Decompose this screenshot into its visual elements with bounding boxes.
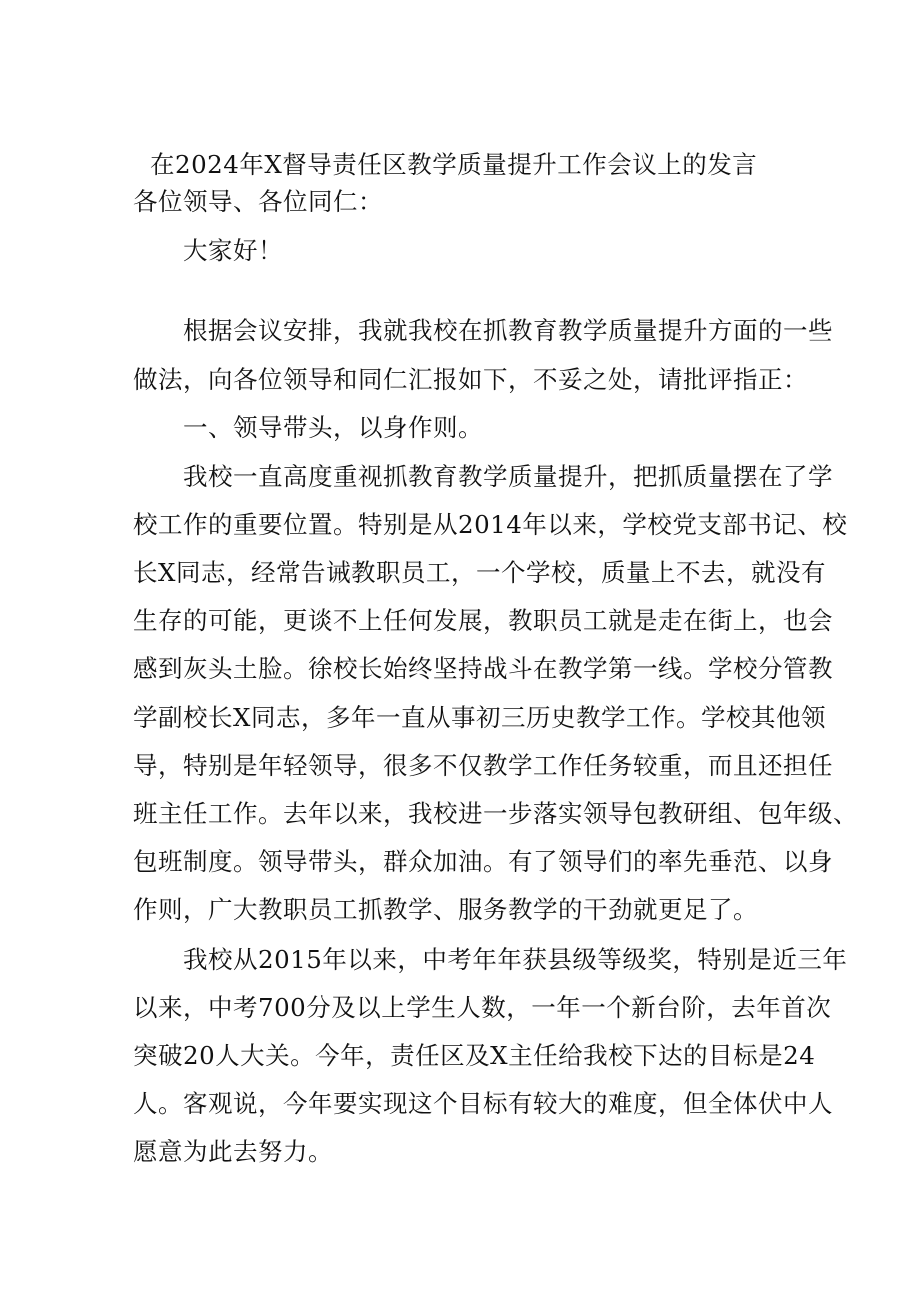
paragraph-2-line-5: 愿意为此去努力。	[133, 1137, 333, 1166]
paragraph-1-line-2: 校工作的重要位置。特别是从2014年以来，学校党支部书记、校	[133, 510, 848, 539]
paragraph-2-line-2: 以来，中考700分及以上学生人数，一年一个新台阶，去年首次	[133, 993, 832, 1022]
paragraph-1-line-10: 作则，广大教职员工抓教学、服务教学的干劲就更足了。	[133, 895, 758, 924]
paragraph-1-line-4: 生存的可能，更谈不上任何发展，教职员工就是走在街上，也会	[133, 606, 833, 635]
paragraph-1-line-3: 长X同志，经常告诫教职员工，一个学校，质量上不去，就没有	[133, 558, 826, 587]
document-title: 在2024年X督导责任区教学质量提升工作会议上的发言	[150, 150, 758, 179]
paragraph-1-line-8: 班主任工作。去年以来，我校进一步落实领导包教研组、包年级、	[133, 799, 858, 828]
paragraph-1-line-5: 感到灰头土脸。徐校长始终坚持战斗在教学第一线。学校分管教	[133, 654, 833, 683]
greeting: 大家好！	[183, 236, 283, 265]
paragraph-2-line-3: 突破20人大关。今年，责任区及X主任给我校下达的目标是24	[133, 1041, 816, 1070]
section-1-heading: 一、领导带头，以身作则。	[183, 413, 483, 442]
salutation: 各位领导、各位同仁：	[133, 187, 383, 216]
intro-line-2: 做法，向各位领导和同仁汇报如下，不妥之处，请批评指正：	[133, 365, 808, 394]
paragraph-1-line-9: 包班制度。领导带头，群众加油。有了领导们的率先垂范、以身	[133, 847, 833, 876]
paragraph-1-line-1: 我校一直高度重视抓教育教学质量提升，把抓质量摆在了学	[183, 462, 833, 491]
paragraph-1-line-7: 导，特别是年轻领导，很多不仅教学工作任务较重，而且还担任	[133, 751, 833, 780]
intro-line-1: 根据会议安排，我就我校在抓教育教学质量提升方面的一些	[183, 316, 833, 345]
paragraph-2-line-4: 人。客观说，今年要实现这个目标有较大的难度，但全体伏中人	[133, 1089, 833, 1118]
paragraph-1-line-6: 学副校长X同志，多年一直从事初三历史教学工作。学校其他领	[133, 703, 826, 732]
paragraph-2-line-1: 我校从2015年以来，中考年年获县级等级奖，特别是近三年	[183, 945, 848, 974]
